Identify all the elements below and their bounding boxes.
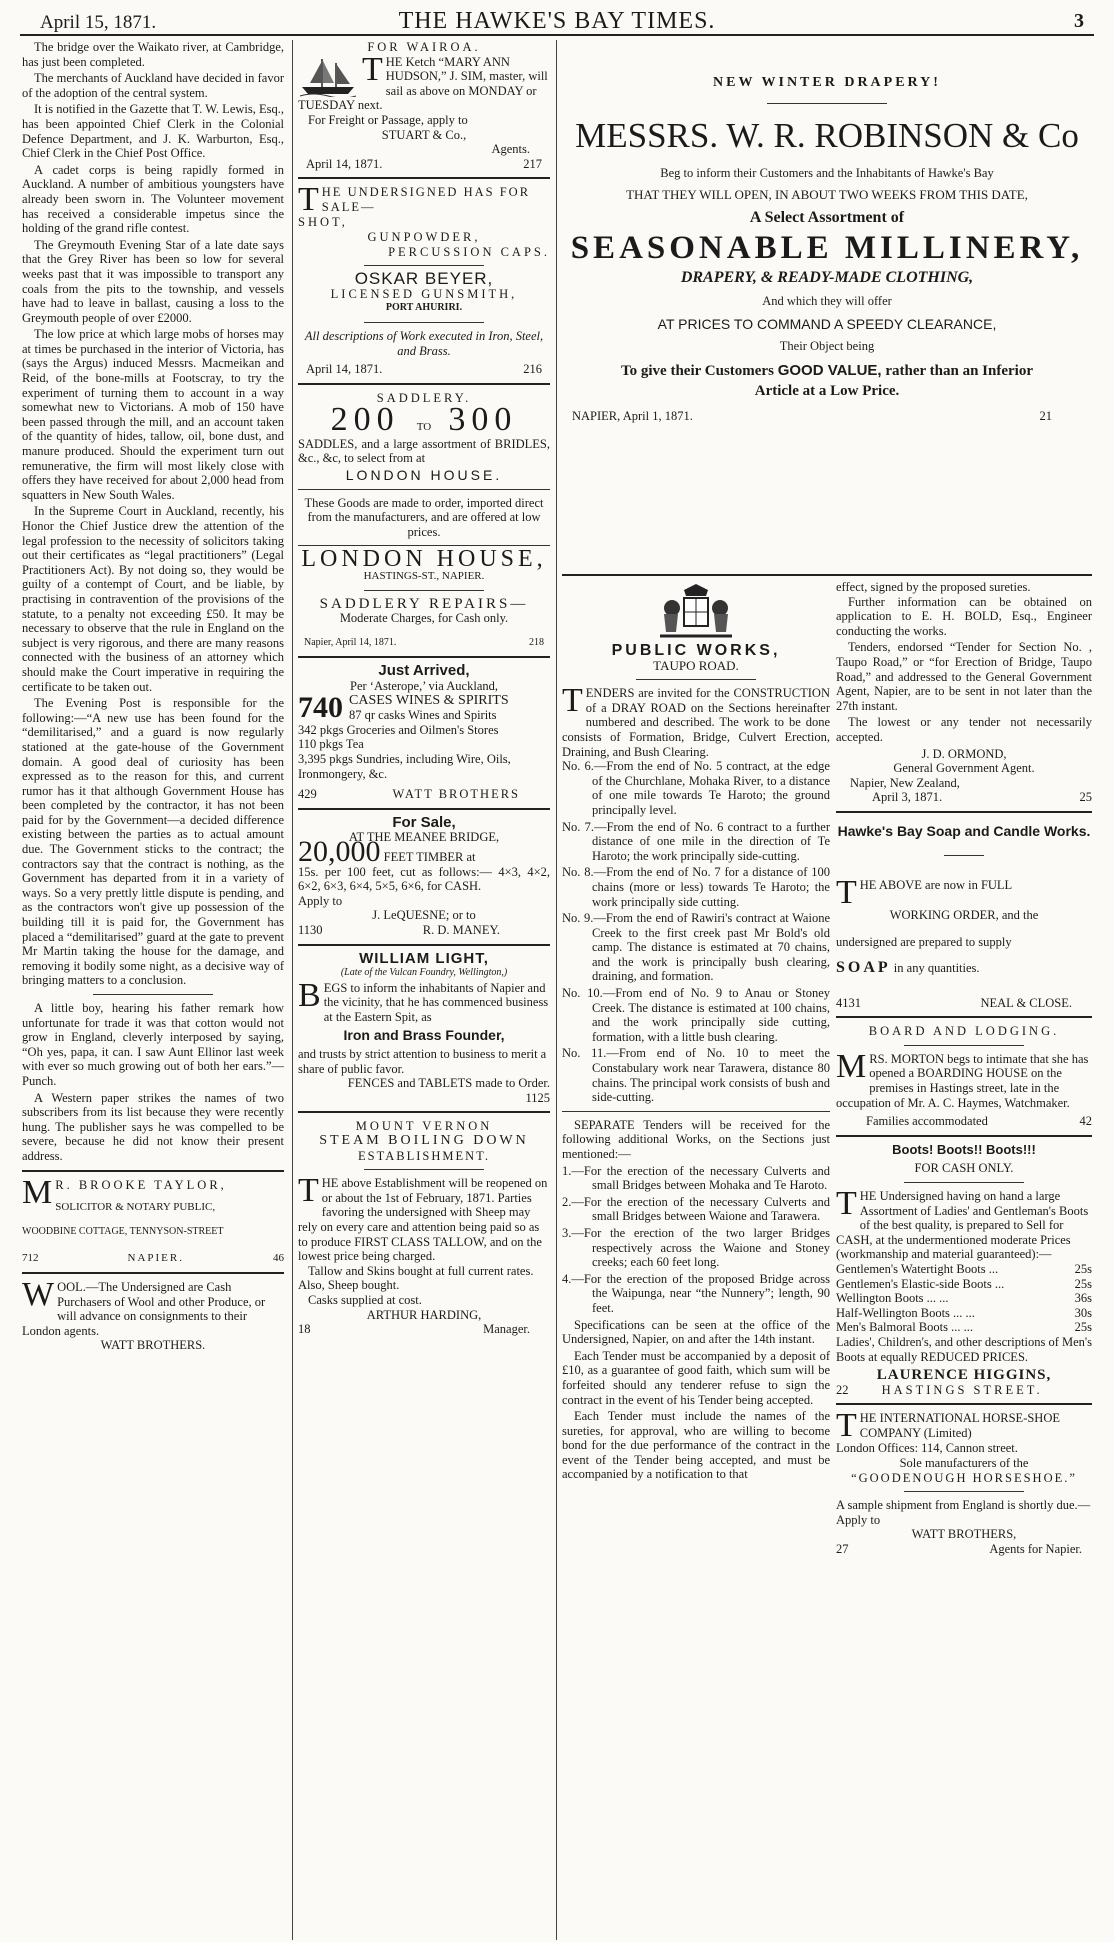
divider — [364, 265, 484, 266]
list-item: No. 7.—From the end of No. 6 contract to a further distance of one mile in the direction of Te Haroto; the work principally side-cutting. — [562, 819, 830, 863]
advert-ref: 216 — [523, 362, 542, 377]
advert-line: HE ABOVE are now in FULL — [859, 877, 1013, 892]
divider — [298, 1111, 550, 1113]
advert-line: For Freight or Passage, apply to — [308, 112, 468, 127]
advert-text: SEPARATE Tenders will be received for the following additional Works, on the Sections just mentioned:— — [562, 1117, 830, 1161]
advert-text: Casks supplied at cost. — [308, 1292, 422, 1307]
advert-date: April 3, 1871. — [872, 790, 943, 805]
advert-line: A Select Assortment of — [749, 208, 905, 226]
advert-emphasis: GOOD VALUE, — [777, 361, 882, 379]
advert-line: Article at a Low Price. — [754, 383, 900, 400]
advert-line: WOODBINE COTTAGE, TENNYSON-STREET — [22, 1225, 224, 1237]
divider — [298, 383, 550, 385]
column-rule — [556, 40, 557, 1940]
advert-line: rather than an Inferior — [885, 362, 1033, 379]
advert-text: Ladies', Children's, and other descriptions of Men's Boots at equally REDUCED PRICES. — [836, 1334, 1093, 1364]
advert-number: 200 — [330, 401, 400, 439]
divider — [636, 679, 756, 680]
advert-heading: MOUNT VERNON — [355, 1119, 493, 1134]
advert-sub: TAUPO ROAD. — [653, 657, 739, 673]
advert-heading: For Sale, — [392, 813, 456, 831]
news-paragraph: The Evening Post is responsible for the following:—“A new use has been found for the “demilitarised,” and a guard is now regularly stationed at the gate-house of the Government domain. A good deal of curiosity has been expressed as to the reason for this, and current rumor has it that although Government House has been completed by the contractor, it has not been paid for by the Government—a decided difference existing between the parties as to actual amount due. The Government sticks to the contract; the contractors say that the contract is nothing, as the Government has departed from it in a variety of ways. So a very prettly little dispute is pending, and as the contractors won't give up possession of the building till it is paid for, the Government has placed a “demilitarised” guard at the gate to prevent Mr Martin taking the house for the damage, and removing it bodily some night, as a decisive way of bringing matters to a conclusion. — [22, 696, 284, 988]
advert-title: Manager. — [483, 1322, 530, 1337]
advert-number: 740 — [298, 690, 343, 724]
divider — [298, 656, 550, 658]
sale-advert — [298, 813, 550, 938]
divider — [836, 1135, 1092, 1137]
advert-date: NAPIER, April 1, 1871. — [572, 408, 693, 423]
advert-street: HASTINGS-ST., NAPIER. — [363, 570, 485, 583]
advert-line: SEASONABLE MILLINERY, — [570, 230, 1084, 267]
divider — [904, 1182, 1024, 1183]
advert-ref: 429 — [298, 787, 317, 802]
divider — [562, 1111, 830, 1112]
price-row: Half-Wellington Boots ... ... 30s — [836, 1305, 1092, 1320]
divider — [298, 177, 550, 179]
divider — [364, 590, 484, 591]
boots-advert — [836, 1143, 1092, 1398]
news-paragraph: The bridge over the Waikato river, at Cambridge, has just been completed. — [22, 40, 284, 69]
advert-text: HE INTERNATIONAL HORSE-SHOE COMPANY (Limited) — [859, 1411, 1060, 1440]
advert-number: 300 — [448, 401, 518, 439]
works-advert — [562, 580, 830, 1484]
advert-line: FENCES and TABLETS made to Order. — [347, 1076, 550, 1091]
advert-text: Further information can be obtained on application to E. H. BOLD, Esq., Engineer conducting the works. — [836, 594, 1092, 638]
advert-place: PORT AHURIRI. — [385, 302, 463, 314]
advert-sign: LAURENCE HIGGINS, — [876, 1367, 1052, 1384]
advert-line: SHOT, — [298, 215, 348, 230]
advert-text: A sample shipment from England is shortly due.—Apply to — [836, 1498, 1091, 1527]
list-item: 3.—For the erection of the two larger Bridges respectively across the Waione and Stoney creeks; each 60 feet long. — [562, 1225, 830, 1270]
advert-note: All descriptions of Work executed in Iron, Steel, and Brass. — [304, 328, 544, 358]
advert-text: EGS to inform the inhabitants of Napier and the vicinity, that he has commenced business at the Eastern Spit, as — [323, 980, 549, 1024]
advert-line: DRAPERY, & READY-MADE CLOTHING, — [680, 269, 974, 287]
news-paragraph: A Western paper strikes the names of two subscribers from its list because they were recently hung. The publisher says he was compelled to be severe, because he did not know their present address. — [22, 1090, 284, 1163]
advert-line: LICENSED GUNSMITH, — [330, 286, 518, 301]
news-paragraph: A cadet corps is being rapidly formed in Auckland. A number of ambitious youngsters have already been sworn in. The Volunteer movement has received a considerable impetus since the holding of the grand rifle contest. — [22, 162, 284, 236]
advert-heading: NEW WINTER DRAPERY! — [713, 75, 941, 90]
ship-icon — [298, 55, 358, 97]
list-item: No. 8.—From the end of No. 7 for a distance of 100 chains (more or less) towards Te Haroto; the work principally side cutting. — [562, 865, 831, 909]
price-row: Men's Balmoral Boots ... ... 25s — [836, 1320, 1092, 1335]
news-column — [22, 40, 284, 1353]
beyer-advert — [298, 181, 550, 377]
advert-heading: Boots! Boots!! Boots!!! — [892, 1141, 1036, 1157]
advert-text: Tallow and Skins bought at full current rates. Also, Sheep bought. — [298, 1263, 534, 1293]
advert-number: 20,000 — [298, 834, 381, 868]
advert-date: Napier, April 14, 1871. — [304, 636, 397, 648]
advert-product: SOAP — [836, 959, 891, 977]
advert-ref: 1125 — [525, 1090, 550, 1105]
divider — [904, 1045, 1024, 1046]
advert-line: PERCUSSION CAPS. — [388, 244, 550, 259]
advert-text: Tenders, endorsed “Tender for Section No. , Taupo Road,” or “for Erection of Bridge, Taupo Road,” and addressed to the General Government Agent, Napier, are to be sent in not later than the 27th instant. — [836, 640, 1092, 713]
wairoa-advert — [298, 40, 550, 171]
advert-line: 3,395 pkgs Sundries, including Wire, Oils, Ironmongery, &c. — [298, 751, 511, 781]
advert-ref: 42 — [1079, 1114, 1092, 1129]
advert-name: MESSRS. W. R. ROBINSON & Co — [575, 115, 1079, 155]
advert-heading: ESTABLISHMENT. — [358, 1148, 490, 1163]
drop-cap: T — [562, 682, 583, 720]
advert-heading: SADDLERY REPAIRS— — [319, 595, 529, 612]
vernon-advert — [298, 1119, 550, 1336]
advert-line: GUNPOWDER, — [367, 229, 481, 244]
taylor-advert — [22, 1173, 284, 1266]
advert-sub: (Late of the Vulcan Foundry, Wellington,) — [340, 967, 508, 979]
advert-ref: 46 — [272, 1252, 284, 1265]
drop-cap: W — [22, 1275, 55, 1313]
advert-text: HE Ketch “MARY ANN HUDSON,” J. SIM, master, will sail as above on MONDAY or TUESDAY next. — [298, 54, 548, 113]
divider — [364, 322, 484, 323]
advert-line: FOR CASH ONLY. — [914, 1161, 1014, 1176]
advert-text: The lowest or any tender not necessarily accepted. — [836, 715, 1092, 744]
drop-cap: B — [298, 976, 321, 1014]
advert-sign: R. D. MANEY. — [422, 922, 500, 937]
news-paragraph: The merchants of Auckland have decided in favor of the adoption of the central system. — [22, 71, 284, 100]
advert-heading: Hawke's Bay Soap and Candle Works. — [837, 822, 1091, 839]
divider — [93, 994, 213, 995]
light-advert — [298, 949, 550, 1106]
advert-line: 87 qr casks Wines and Spirits — [349, 708, 497, 723]
advert-house: LONDON HOUSE. — [345, 467, 503, 484]
advert-line: AT THE MEANEE BRIDGE, — [348, 830, 500, 845]
drop-cap: T — [298, 1172, 319, 1210]
advert-sign: ARTHUR HARDING, — [366, 1307, 482, 1322]
advert-line: Per ‘Asterope,’ via Auckland, — [350, 679, 498, 693]
advert-name: OSKAR BEYER, — [354, 269, 494, 289]
advert-heading: PUBLIC WORKS, — [611, 642, 781, 659]
news-paragraph: It is notified in the Gazette that T. W. Lewis, Esq., has been appointed Chief Clerk in the Colonial Defence Department, and J. K. Warburton, Esq., Chief Clerk in the Chief Post Office. — [22, 102, 284, 161]
advert-text: Moderate Charges, for Cash only. — [339, 611, 509, 626]
advert-text: ENDERS are invited for the CONSTRUCTION of a DRAY ROAD on the Sections hereinafter numbered and described. The work to be done consists of Formation, Bridge, Culvert Erection, Draining, and Bush Clearing. — [562, 686, 830, 759]
advert-line: Sole manufacturers of the — [899, 1455, 1029, 1470]
advert-place: NAPIER. — [127, 1252, 184, 1265]
advert-line: Families accommodated — [866, 1114, 988, 1129]
advert-trade: Iron and Brass Founder, — [343, 1027, 505, 1044]
advert-agent: STUART & Co., — [381, 127, 467, 142]
price-row: Gentlemen's Watertight Boots ... 25s — [836, 1262, 1092, 1276]
issue-date: April 15, 1871. — [40, 12, 157, 33]
advert-name: R. BROOKE TAYLOR, — [55, 1177, 227, 1192]
advert-line: FEET TIMBER at — [383, 849, 476, 864]
advert-ref: 217 — [523, 156, 542, 171]
advert-text: 15s. per 100 feet, cut as follows:— 4×3, 4×2, 6×2, 6×3, 6×4, 5×5, 6×6, for CASH. — [298, 864, 550, 894]
advert-heading: STEAM BOILING DOWN — [319, 1133, 529, 1149]
advert-line: CASES WINES & SPIRITS — [349, 692, 509, 708]
news-paragraph: In the Supreme Court in Auckland, recently, his Honor the Chief Justice drew the attention of the legal profession to the necessity of solicitors taking out their certificates as “legal practitioners” (Legal Practitioners Act). By not doing so, they would be guilty of a contempt of Court, and be liable, by practising in contravention of the provisions of the statute, to a penalty not exceeding £50. It may be necessary to observe that the rule in England on the subject is very rigorous, and there are many reasons connected with the business of an attorney which should make the Court imperative in requiring the certificate to be taken out. — [22, 504, 284, 694]
right-column — [836, 580, 1092, 1557]
advert-sign: NEAL & CLOSE. — [980, 995, 1072, 1010]
advert-text: These Goods are made to order, imported direct from the manufacturers, and are offered at low prices. — [304, 495, 544, 539]
advert-heading: SADDLERY. — [376, 390, 472, 405]
advert-line: 110 pkgs Tea — [298, 737, 364, 752]
advert-line: SOLICITOR & NOTARY PUBLIC, — [55, 1201, 216, 1214]
drop-cap: T — [836, 1185, 857, 1223]
advert-agents: Agents for Napier. — [989, 1541, 1082, 1556]
arrived-advert — [298, 664, 550, 801]
advert-column — [298, 40, 550, 1337]
wool-advert — [22, 1275, 284, 1353]
advert-line: undersigned are prepared to supply — [836, 934, 1012, 949]
advert-word: TO — [416, 421, 432, 434]
list-item: 4.—For the erection of the proposed Bridge across the Waipunga, near “the Nunnery”; length, 90 feet. — [562, 1271, 830, 1315]
advert-line: London Offices: 114, Cannon street. — [836, 1441, 1018, 1456]
price-row: Wellington Boots ... ... 36s — [836, 1291, 1092, 1306]
list-item: No. 9.—From the end of Rawiri's contract at Waione Creek to the first creek past Mr Bold's old camp. The distance is estimated at 70 chains, and the work is principally bush clearing, draining, and formation. — [562, 911, 830, 984]
advert-line: Apply to — [298, 893, 343, 908]
divider — [22, 1170, 284, 1172]
advert-text: Each Tender must include the names of the sureties, for approval, who are willing to become bond for the due performance of the contract in the event of the Tender being accepted, and must be accompanied by a notification to that — [562, 1409, 830, 1482]
advert-text: effect, signed by the proposed sureties. — [836, 580, 1031, 594]
news-paragraph: The Greymouth Evening Star of a late date says that the Grey River has been so low for several weeks past that it was impossible to transport any coals from the pits to the township, and vessels have had to leave in ballast, causing a loss to the Greymouth people of over £2000. — [22, 237, 284, 325]
advert-line: WORKING ORDER, and the — [889, 907, 1039, 922]
advert-ref: 21 — [1039, 408, 1052, 423]
divider — [298, 944, 550, 946]
drop-cap: T — [362, 50, 383, 88]
list-item: 1.—For the erection of the necessary Culverts and small Bridges between Mohaka and Te Haroto. — [562, 1163, 830, 1193]
advert-street: HASTINGS STREET. — [881, 1382, 1043, 1397]
advert-heading: Just Arrived, — [378, 662, 470, 680]
advert-ref: 18 — [298, 1322, 311, 1337]
crest-icon — [646, 584, 746, 640]
advert-line: Agents. — [491, 142, 530, 157]
advert-line: in any quantities. — [893, 961, 980, 976]
news-paragraph: The low price at which large mobs of horses may at times be purchased in the interior of Victoria, has (says the Argus) induced Messrs. Macmeikan and Reid, of the bone-mills at Footscray, to try the experiment of turning them to account in a way somewhat new to Victorians. A mob of 150 have been passed through the mill, and an account taken of the quantity of hides, tallow, oil, bone dust, and manure produced. Should the experiment turn out remunerative, the firm will most likely close with offers they have received for about 2,000 head from squatters in New South Wales. — [22, 327, 284, 502]
advert-house: LONDON HOUSE, — [301, 546, 547, 573]
board-advert — [836, 1024, 1092, 1129]
advert-ref: 218 — [529, 636, 544, 648]
list-item: No. 6.—From the end of No. 5 contract, at the edge of the Churchlane, Mohaka River, to a distance of one mile towards Te Haroto; the ground principally level. — [562, 759, 830, 817]
divider — [22, 1272, 284, 1274]
advert-text: OOL.—The Undersigned are Cash Purchasers of Wool and other Produce, or will advance on consignments to their London agents. — [22, 1279, 266, 1338]
advert-sign: J. D. ORMOND, — [921, 746, 1007, 761]
advert-heading: WILLIAM LIGHT, — [359, 949, 489, 967]
advert-text: and trusts by strict attention to business to merit a share of public favor. — [298, 1047, 547, 1076]
advert-line: Their Object being — [779, 339, 875, 354]
drop-cap: T — [298, 181, 319, 219]
advert-ref: 25 — [1079, 790, 1092, 805]
page-number: 3 — [1074, 10, 1084, 32]
advert-line: To give their Customers — [621, 362, 774, 379]
advert-ref: 22 — [836, 1382, 849, 1397]
robinson-advert — [562, 76, 1092, 424]
horseshoe-advert — [836, 1407, 1092, 1556]
advert-line: 342 pkgs Groceries and Oilmen's Stores — [298, 722, 499, 737]
advert-text: RS. MORTON begs to intimate that she has opened a BOARDING HOUSE on the premises in Hastings street, late in the occupation of Mr. A. C. Haymes, Watchmaker. — [836, 1051, 1089, 1110]
masthead — [20, 4, 1094, 36]
advert-text: Each Tender must be accompanied by a deposit of £10, as a guarantee of good faith, which sum will be forfeited should any tenderer refuse to sign the contract in the event of his Tender being accepted. — [562, 1348, 830, 1407]
price-row: Gentlemen's Elastic-side Boots ... 25s — [836, 1276, 1092, 1291]
news-paragraph: A little boy, hearing his father remark how unfortunate for trade it was that cotton would not grow in England, cleverly interposed by saying, “Oh yes, papa, it can. I saw Aunt Ellinor last week with ever so much growing out of both her ears.”—Punch. — [22, 1001, 284, 1088]
advert-line: Beg to inform their Customers and the Inhabitants of Hawke's Bay — [660, 165, 994, 180]
advert-sign: J. LeQUESNE; or to — [372, 908, 476, 923]
advert-text: HE above Establishment will be reopened on or about the 1st of February, 1871. Parties favoring the undersigned with Sheep may rely on every care and attention being paid so as to produce FIRST CLASS TALLOW, and on the lowest price being charged. — [298, 1176, 548, 1264]
advert-title: General Government Agent. — [893, 761, 1035, 776]
advert-date: April 14, 1871. — [306, 362, 383, 377]
drop-cap: T — [836, 873, 857, 911]
divider — [298, 808, 550, 810]
advert-line: And which they will offer — [762, 293, 892, 308]
advert-sign: WATT BROTHERS, — [911, 1527, 1017, 1542]
divider — [836, 811, 1092, 813]
divider — [767, 103, 887, 104]
divider — [562, 574, 1092, 576]
divider — [298, 489, 550, 490]
divider — [836, 1016, 1092, 1018]
saddlery-advert — [298, 391, 550, 651]
advert-line: “GOODENOUGH HORSESHOE.” — [851, 1470, 1077, 1485]
advert-sign: WATT BROTHERS — [392, 787, 520, 802]
divider — [836, 1403, 1092, 1405]
advert-ref: 27 — [836, 1541, 849, 1556]
advert-line: THAT THEY WILL OPEN, IN ABOUT TWO WEEKS FROM THIS DATE, — [626, 187, 1028, 203]
advert-text: HE Undersigned having on hand a large Assortment of Ladies' and Gentleman's Boots of the best quality, is prepared to Sell for CASH, at the undermentioned moderate Prices (workmanship and material guaranteed):— — [836, 1189, 1089, 1262]
advert-ref: 712 — [22, 1252, 39, 1265]
column-rule — [292, 40, 293, 1940]
advert-place: Napier, New Zealand, — [850, 775, 960, 790]
drop-cap: M — [22, 1173, 53, 1211]
advert-line: AT PRICES TO COMMAND A SPEEDY CLEARANCE, — [657, 315, 997, 332]
soap-advert — [836, 819, 1092, 1010]
drop-cap: M — [836, 1047, 867, 1085]
list-item: 2.—For the erection of the necessary Culverts and small Bridges between Waione and Tarawera. — [562, 1194, 830, 1224]
advert-text: Specifications can be seen at the office of the Undersigned, Napier, on and after the 14th instant. — [562, 1317, 830, 1347]
drop-cap: T — [836, 1407, 857, 1445]
advert-ref: 4131 — [836, 995, 861, 1010]
divider — [944, 855, 984, 856]
newspaper-title: THE HAWKE'S BAY TIMES. — [398, 8, 716, 34]
advert-date: April 14, 1871. — [306, 156, 383, 171]
list-item: No. 11.—From end of No. 10 to meet the Constabulary work near Tarawera, distance 80 chains. The principal work consists of bush and side-cutting. — [562, 1046, 830, 1105]
advert-sign: WATT BROTHERS. — [100, 1338, 206, 1353]
advert-text: HE UNDERSIGNED HAS FOR SALE— — [321, 185, 531, 214]
list-item: No. 10.—From end of No. 9 to Anau or Stoney Creek. The distance is estimated at 100 chains, and the work principally side cutting, formation, with a little bush clearing. — [562, 986, 830, 1044]
divider — [904, 1491, 1024, 1492]
divider — [364, 1169, 484, 1170]
advert-text: SADDLES, and a large assortment of BRIDLES, &c., &c, to select from at — [298, 436, 550, 466]
advert-ref: 1130 — [298, 922, 323, 937]
advert-heading: FOR WAIROA. — [367, 40, 481, 54]
advert-heading: BOARD AND LODGING. — [868, 1024, 1060, 1039]
